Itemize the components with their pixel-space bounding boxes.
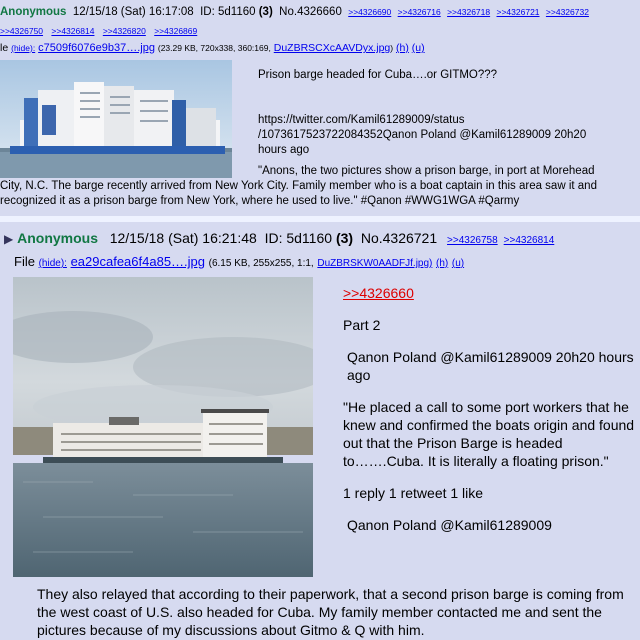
- tweet-time-line: hours ago: [258, 144, 310, 156]
- quote-start-line: "Anons, the two pictures show a prison barge, in port at Morehead: [258, 165, 595, 177]
- file-name-link[interactable]: ea29cafea6f4a85….jpg: [70, 254, 206, 269]
- post-date: 12/15/18 (Sat) 16:21:48: [109, 230, 257, 246]
- file-meta: (6.15 KB, 255x255, 1:1,: [208, 258, 314, 269]
- file-meta: (23.29 KB, 720x338, 360:169,: [157, 43, 271, 53]
- quote-rest: City, N.C. The barge recently arrived from New York City. Family member who is a boat captain in this area saw it and recognized it as a prison barge from New York, where he used to live." #Qanon #WWG1WGA #Qarmy: [0, 180, 597, 207]
- post-date: 12/15/18 (Sat) 16:17:08: [72, 6, 194, 18]
- tweet-author-line: Qanon Poland @Kamil61289009: [347, 517, 552, 533]
- hide-link[interactable]: (hide):: [38, 258, 67, 269]
- tweet-quote: "He placed a call to some port workers that he knew and confirmed the boats origin and found out that the Prison Barge is headed to…….Cuba. It is literally a floating prison.": [343, 399, 635, 469]
- tweet-url-line: /1073617523722084352Qanon Poland @Kamil61289009 20h20: [258, 129, 587, 141]
- poster-name: Anonymous: [17, 230, 99, 246]
- post-2-header: [4, 230, 554, 246]
- file-info: le (hide): c7509f6076e9b37….jpg (23.29 KB, 720x338, 360:169, DuZBRSCXcAAVDyx.jpg) (h) (u): [0, 42, 425, 54]
- reply-link[interactable]: >>4326758: [447, 235, 498, 246]
- reply-link[interactable]: >>4326690: [348, 7, 392, 17]
- collapse-arrow-icon[interactable]: ▶: [4, 232, 14, 246]
- file-h-link[interactable]: (h): [396, 42, 409, 54]
- reply-link[interactable]: >>4326750: [0, 26, 44, 36]
- part-label: Part 2: [343, 317, 381, 333]
- reply-link[interactable]: >>4326716: [397, 7, 441, 17]
- poster-name: Anonymous: [0, 6, 67, 18]
- quote-link[interactable]: >>4326660: [343, 285, 414, 301]
- poster-id-count: (3): [335, 230, 354, 246]
- file-label: le: [0, 42, 9, 54]
- post-2-body: [343, 284, 635, 548]
- tweet-stats: 1 reply 1 retweet 1 like: [343, 485, 484, 501]
- poster-id[interactable]: 5d1160: [217, 6, 256, 18]
- barge-photo-1: [0, 60, 232, 178]
- post-1-body: [258, 68, 633, 158]
- barge-photo-2: [13, 277, 313, 577]
- file-label: File: [14, 254, 35, 269]
- post-number[interactable]: No.4326721: [360, 230, 438, 246]
- post-title-line: Prison barge headed for Cuba….or GITMO???: [258, 69, 498, 81]
- file-u-link[interactable]: (u): [411, 42, 425, 54]
- file-info: [14, 254, 464, 269]
- original-file-link[interactable]: DuZBRSCXcAAVDyx.jpg: [273, 42, 391, 54]
- hide-link[interactable]: (hide):: [11, 43, 36, 53]
- post-1-quote: [0, 164, 636, 209]
- barge-image-2[interactable]: [13, 277, 313, 577]
- poster-id-count: (3): [258, 6, 273, 18]
- reply-link[interactable]: >>4326732: [545, 7, 589, 17]
- reply-link[interactable]: >>4326820: [102, 26, 146, 36]
- post-1-header: [0, 6, 589, 18]
- reply-link[interactable]: >>4326814: [503, 235, 555, 246]
- reply-link[interactable]: >>4326721: [496, 7, 540, 17]
- file-name-link[interactable]: c7509f6076e9b37….jpg: [38, 42, 155, 54]
- tweet-author-line: Qanon Poland @Kamil61289009 20h20 hours ago: [347, 349, 634, 383]
- post-2: [0, 222, 640, 640]
- poster-id-label: ID:: [200, 6, 215, 18]
- reply-link[interactable]: >>4326814: [51, 26, 95, 36]
- post-1: [0, 0, 640, 216]
- post-2-bottom-text: They also relayed that according to their paperwork, that a second prison barge is coming from the west coast of U.S. also headed for Cuba. My family member contacted me and sent the pictures because of my discussions about Gitmo & Q with him.: [37, 586, 624, 638]
- file-h-link[interactable]: (h): [436, 258, 449, 269]
- poster-id[interactable]: 5d1160: [286, 230, 333, 246]
- file-u-link[interactable]: (u): [451, 258, 465, 269]
- poster-id-label: ID:: [264, 230, 283, 246]
- reply-link[interactable]: >>4326869: [154, 26, 198, 36]
- post-number[interactable]: No.4326660: [279, 6, 342, 18]
- reply-links-row: [0, 26, 203, 36]
- reply-link[interactable]: >>4326718: [447, 7, 491, 17]
- tweet-url-line: https://twitter.com/Kamil61289009/status: [258, 114, 465, 126]
- barge-image-1[interactable]: [0, 60, 232, 178]
- original-file-link[interactable]: DuZBRSKW0AADFJf.jpg): [317, 258, 433, 269]
